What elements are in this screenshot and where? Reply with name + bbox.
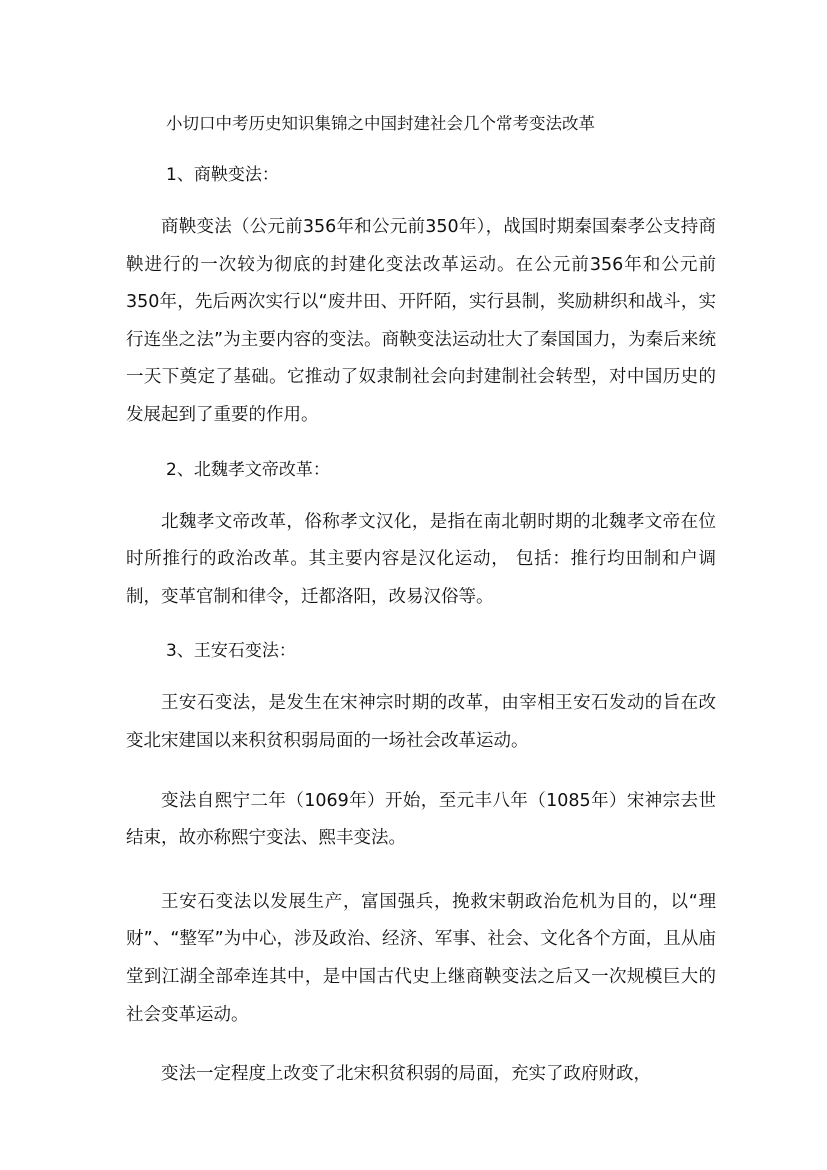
paragraph-wang-anshi-goals: 王安石变法以发展生产，富国强兵，挽救宋朝政治危机为目的，以“理财”、“整军”为中心，涉及政治、经济、军事、社会、文化各个方面，且从庙堂到江湖全部牵连其中，是中国古代史上继商鞅变法之后又一次规模巨大的社会变革运动。	[126, 891, 716, 1025]
document-title: 小切口中考历史知识集锦之中国封建社会几个常考变法改革	[166, 114, 595, 133]
paragraph-xiaowen: 北魏孝文帝改革，俗称孝文汉化，是指在南北朝时期的北魏孝文帝在位时所推行的政治改革。其主要内容是汉化运动， 包括：推行均田制和户调制，变革官制和律令，迁都洛阳，改易汉俗等。	[126, 511, 716, 607]
paragraph-wang-anshi-intro: 王安石变法，是发生在宋神宗时期的改革，由宰相王安石发动的旨在改变北宋建国以来积贫积弱局面的一场社会改革运动。	[126, 693, 716, 751]
section-heading-xiaowen: 2、北魏孝文帝改革：	[166, 459, 330, 480]
paragraph-wang-anshi-effects: 变法一定程度上改变了北宋积贫积弱的局面，充实了政府财政，	[161, 1064, 651, 1085]
paragraph-shang-yang: 商鞅变法（公元前356年和公元前350年），战国时期秦国秦孝公支持商鞅进行的一次较为彻底的封建化变法改革运动。在公元前356年和公元前 350年，先后两次实行以“废井田、开阡陌，实行县制，奖励耕织和战斗，实行连坐之法”为主要内容的变法。商鞅变法运动壮大了秦国国力，为秦后来统一天下奠定了基础。它推动了奴隶制社会向封建制社会转型，对中国历史的发展起到了重要的作用。	[126, 217, 716, 425]
paragraph-wang-anshi-dates: 变法自熙宁二年（1069年）开始，至元丰八年（1085年）宋神宗去世结束，故亦称熙宁变法、熙丰变法。	[126, 790, 716, 849]
section-heading-wang-anshi: 3、王安石变法：	[166, 641, 296, 662]
document-body	[126, 108, 716, 1094]
section-heading-shang-yang: 1、商鞅变法：	[166, 165, 279, 185]
